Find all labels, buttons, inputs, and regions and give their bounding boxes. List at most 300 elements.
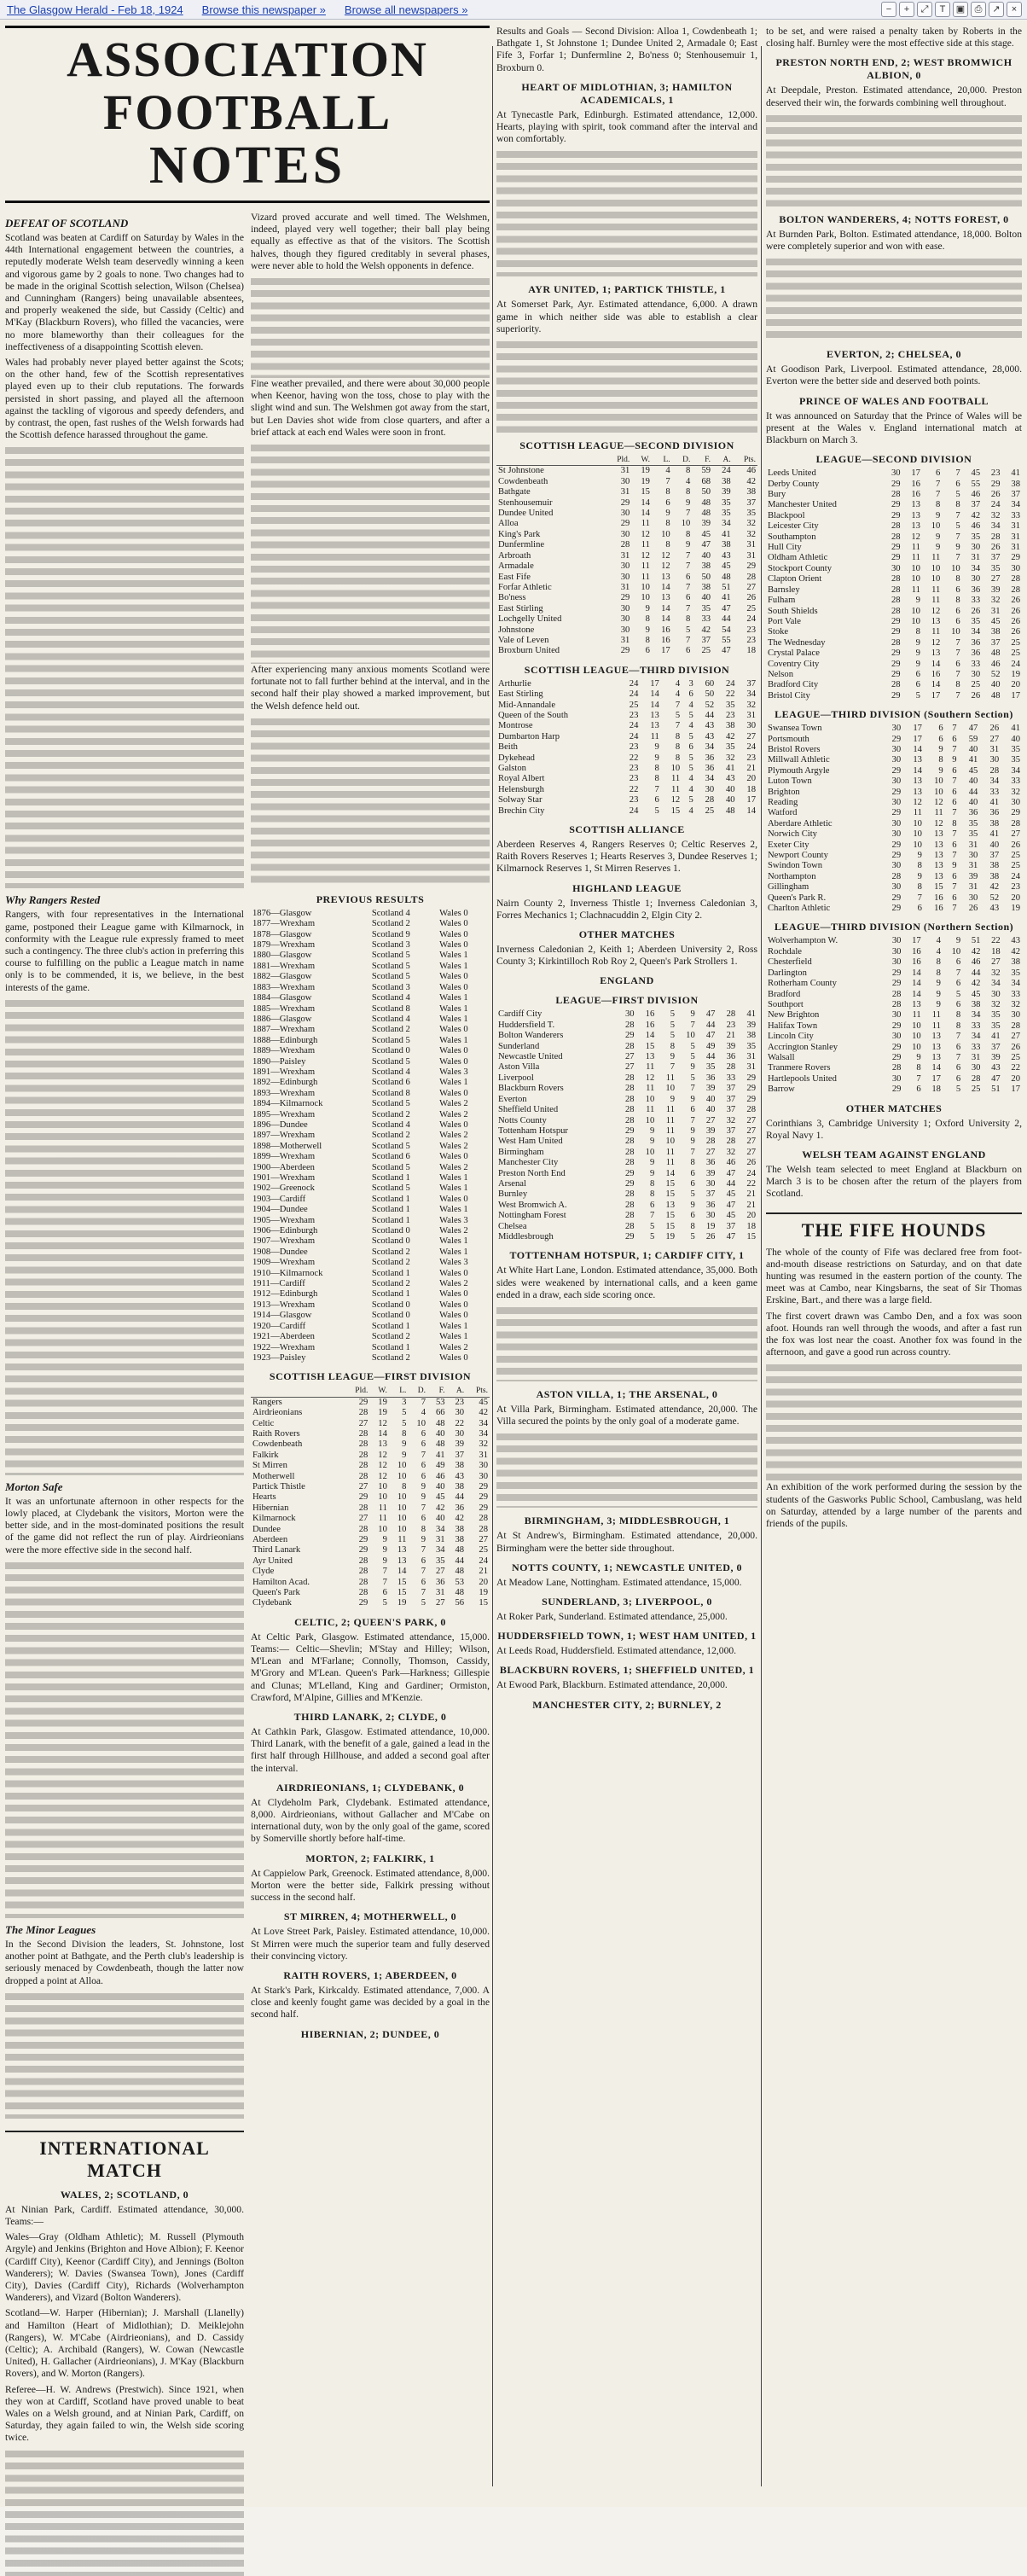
- table-cell: 10: [665, 1084, 675, 1094]
- table-cell: 7: [686, 550, 691, 561]
- table-cell: 9: [402, 1450, 407, 1460]
- table-cell: 8: [952, 818, 957, 829]
- table-cell: Wales 3: [439, 1215, 468, 1225]
- table-cell: 10: [931, 574, 941, 584]
- table-cell: 39: [705, 1125, 716, 1136]
- team-name: Chelsea: [498, 1221, 527, 1231]
- league-row: [496, 806, 757, 817]
- table-cell: 8: [675, 753, 681, 763]
- table-cell: 30: [971, 669, 981, 679]
- table-cell: 19: [1011, 904, 1020, 914]
- table-cell: 10: [397, 1503, 407, 1513]
- table-cell: 39: [746, 1020, 756, 1030]
- table-cell: 35: [991, 1010, 1001, 1021]
- table-cell: 13: [661, 593, 670, 603]
- table-cell: 34: [435, 1545, 445, 1555]
- table-cell: Scotland 5: [371, 1141, 410, 1151]
- table-cell: 11: [641, 519, 650, 529]
- table-cell: 52: [990, 669, 1001, 679]
- table-cell: 17: [931, 1073, 941, 1084]
- table-cell: 46: [971, 957, 981, 968]
- table-cell: 32: [726, 1115, 736, 1125]
- league-row: [496, 1062, 757, 1073]
- table-cell: Wales 1: [439, 1321, 468, 1331]
- table-cell: 23: [455, 1397, 465, 1407]
- table-cell: Scotland 5: [371, 961, 410, 971]
- team-name: Exeter City: [768, 840, 809, 850]
- table-cell: 29: [891, 659, 901, 669]
- league-row: [496, 561, 757, 572]
- table-cell: Wales 1: [439, 993, 468, 1003]
- table-cell: 29: [620, 646, 630, 656]
- article-paragraph: An exhibition of the work performed during the session by the students of the Gasworks Public School, Cambuslang, was held on Saturday, attended by a large number of the parents and friends of the pupils.: [766, 1481, 1022, 1530]
- league-row: [496, 1126, 757, 1137]
- table-cell: 46: [971, 521, 981, 532]
- table-cell: 40: [968, 776, 978, 787]
- table-cell: 30: [891, 882, 902, 893]
- league-row: [766, 553, 1022, 563]
- table-cell: 7: [955, 648, 960, 659]
- table-cell: 42: [989, 882, 1000, 893]
- team-name: Raith Rovers: [252, 1428, 300, 1439]
- section-heading: WELSH TEAM AGAINST ENGLAND: [802, 1148, 986, 1160]
- table-cell: 26: [705, 1231, 716, 1241]
- table-cell: 44: [455, 1492, 465, 1503]
- article-paragraph: Rangers, with four representatives in the International game, postponed their League game with Kilmarnock, in conformity with the League rule expressly framed to meet such a contingency. The three club's action in preferring this course to fulfilling on the public a League match in name only is to be commended, it is, we believe, in the best interests of the game.: [5, 909, 244, 993]
- league-row: [766, 882, 1022, 893]
- league-heading: HIGHLAND LEAGUE: [572, 881, 682, 894]
- table-cell: 30: [891, 724, 902, 734]
- table-cell: Wales 1: [439, 1003, 468, 1014]
- table-cell: 29: [746, 561, 756, 572]
- team-name: Plymouth Argyle: [768, 765, 830, 776]
- table-cell: 6: [952, 787, 957, 797]
- table-cell: 18: [991, 946, 1001, 957]
- team-name: 1880—Glasgow: [252, 951, 312, 961]
- table-cell: 38: [1011, 479, 1020, 489]
- table-cell: 8: [421, 1524, 426, 1534]
- table-cell: 29: [891, 690, 901, 701]
- table-cell: 35: [746, 1041, 756, 1051]
- table-cell: 37: [726, 1084, 736, 1094]
- league-row: [496, 1137, 757, 1147]
- table-cell: 30: [891, 755, 902, 765]
- table-cell: 29: [479, 1503, 488, 1513]
- results-text: Nairn County 2, Inverness Thistle 1; Inverness Caledonian 3, Forres Mechanics 1; Clachnacuddin 2, Elgin City 2.: [496, 897, 757, 921]
- table-cell: 40: [1011, 734, 1020, 744]
- table-cell: 7: [675, 700, 681, 710]
- table-cell: Scotland 1: [371, 1205, 410, 1215]
- table-cell: 51: [991, 1084, 1001, 1095]
- table-cell: 17: [746, 795, 756, 805]
- table-cell: 14: [661, 614, 670, 625]
- table-cell: 47: [991, 1073, 1001, 1084]
- browse-newspaper-link[interactable]: Browse this newspaper »: [201, 3, 326, 16]
- table-cell: 10: [397, 1492, 407, 1503]
- league-row: [766, 840, 1022, 851]
- table-cell: 34: [989, 776, 1000, 787]
- table-cell: 45: [479, 1397, 488, 1407]
- table-cell: 9: [915, 637, 920, 648]
- team-name: Bristol City: [768, 690, 810, 701]
- table-column-header: W.: [631, 455, 652, 466]
- table-cell: Scotland 4: [371, 993, 410, 1003]
- table-cell: Scotland 5: [371, 1162, 410, 1172]
- table-cell: 14: [931, 1063, 941, 1073]
- image-icon[interactable]: ▣: [953, 2, 968, 17]
- team-name: South Shields: [768, 606, 818, 616]
- zoom-in-icon[interactable]: +: [899, 2, 914, 17]
- table-cell: 5: [955, 490, 960, 500]
- table-cell: 29: [891, 808, 902, 818]
- table-cell: 14: [650, 689, 659, 700]
- table-cell: Wales 0: [439, 1152, 468, 1162]
- table-cell: 30: [968, 893, 978, 903]
- scottish-second-division-table: [496, 455, 757, 657]
- team-name: Manchester City: [498, 1158, 559, 1168]
- table-cell: 11: [646, 1062, 655, 1073]
- league-row: [496, 487, 757, 497]
- team-name: Third Lanark: [252, 1545, 301, 1555]
- league-heading: OTHER MATCHES: [845, 1102, 943, 1114]
- section-heading: Why Rangers Rested: [5, 893, 101, 907]
- result-row: [251, 1195, 490, 1205]
- table-cell: 27: [1011, 1032, 1020, 1042]
- table-cell: 27: [991, 957, 1001, 968]
- table-cell: Wales 2: [439, 1109, 468, 1119]
- table-cell: 7: [916, 1073, 921, 1084]
- league-row: [766, 851, 1022, 861]
- table-cell: 17: [913, 734, 922, 744]
- table-cell: 28: [746, 572, 756, 582]
- table-cell: Wales 0: [439, 908, 468, 918]
- table-cell: 11: [931, 1010, 941, 1021]
- table-cell: 19: [705, 1221, 716, 1231]
- table-cell: 7: [382, 1577, 387, 1587]
- match-report: At Deepdale, Preston. Estimated attendance, 20,000. Preston deserved their win, the forwards combining well throughout.: [766, 84, 1022, 108]
- league-row: [496, 679, 757, 689]
- result-row: [251, 1289, 490, 1300]
- table-cell: Wales 2: [439, 1141, 468, 1151]
- table-cell: 41: [722, 593, 731, 603]
- league-row: [766, 511, 1022, 521]
- table-column-header: Pts.: [733, 455, 757, 466]
- table-cell: 41: [989, 829, 1000, 840]
- table-cell: Scotland 0: [371, 1300, 410, 1310]
- column-middle: [496, 26, 757, 1714]
- table-cell: 31: [620, 582, 630, 592]
- table-cell: 11: [665, 1073, 675, 1083]
- table-cell: 11: [665, 1147, 675, 1157]
- table-cell: 26: [971, 690, 981, 701]
- table-cell: 5: [688, 710, 693, 720]
- article-paragraph: Wales—Gray (Oldham Athletic); M. Russell (Plymouth Argyle) and Jenkins (Brighton and Hove Albion); F. Keenor (Cardiff City), Keenor (Cardiff City), and Jennings (Bolton Wanderers); W. Davies (Swansea Town), Jones (Cardiff City), Davies (Cardiff City), Richards (Wolverhampton Wanderers), and Vizard (Bolton Wanderers).: [5, 2231, 244, 2304]
- table-cell: 48: [701, 509, 711, 519]
- table-cell: 52: [989, 893, 1000, 903]
- table-cell: 13: [645, 1052, 655, 1062]
- table-cell: 12: [931, 606, 941, 616]
- table-cell: Wales 3: [439, 1258, 468, 1268]
- league-row: [766, 585, 1022, 596]
- table-cell: 6: [421, 1577, 426, 1587]
- fit-icon[interactable]: ⤢: [917, 2, 932, 17]
- table-cell: 34: [1011, 765, 1020, 776]
- league-row: [766, 480, 1022, 490]
- table-cell: 6: [421, 1471, 426, 1481]
- team-name: 1913—Wrexham: [252, 1300, 316, 1310]
- table-cell: 31: [746, 1052, 756, 1062]
- table-cell: 48: [455, 1545, 465, 1555]
- table-cell: 10: [397, 1524, 407, 1534]
- table-cell: 7: [654, 784, 659, 794]
- table-cell: Wales 0: [439, 972, 468, 982]
- table-cell: 8: [675, 742, 681, 753]
- table-cell: 45: [971, 468, 981, 479]
- table-cell: 11: [911, 543, 920, 553]
- table-cell: 30: [624, 1009, 635, 1020]
- team-name: Liverpool: [498, 1073, 534, 1083]
- table-cell: 31: [971, 1052, 981, 1062]
- table-cell: 23: [726, 1020, 736, 1030]
- english-third-south-table: [766, 724, 1022, 914]
- table-cell: 19: [397, 1598, 407, 1608]
- table-cell: 6: [938, 734, 943, 744]
- table-cell: 27: [746, 582, 756, 592]
- table-cell: 31: [1011, 543, 1020, 553]
- table-cell: 6: [952, 798, 957, 808]
- table-cell: 37: [971, 500, 981, 510]
- table-cell: 41: [989, 798, 1000, 808]
- table-cell: 6: [952, 765, 957, 776]
- table-cell: 6: [654, 795, 659, 805]
- match-heading: HEART OF MIDLOTHIAN, 3; HAMILTON ACADEMICALS, 1: [521, 80, 733, 106]
- team-name: Swansea Town: [768, 724, 822, 734]
- article-body-text: [251, 716, 490, 887]
- table-cell: 33: [971, 596, 981, 606]
- table-cell: 13: [913, 755, 922, 765]
- team-name: 1895—Wrexham: [252, 1109, 316, 1119]
- table-cell: 8: [645, 614, 650, 625]
- match-report: At Leeds Road, Huddersfield. Estimated attendance, 12,000.: [496, 1645, 737, 1657]
- result-row: [251, 1322, 490, 1332]
- table-cell: 9: [665, 509, 670, 519]
- league-row: [766, 564, 1022, 574]
- table-cell: 9: [936, 532, 941, 542]
- team-name: West Ham United: [498, 1137, 563, 1147]
- browse-all-link[interactable]: Browse all newspapers »: [344, 3, 468, 16]
- result-row: [251, 1152, 490, 1162]
- table-cell: 31: [746, 540, 756, 550]
- table-cell: 32: [726, 1147, 736, 1157]
- results-text: Corinthians 3, Cambridge University 1; Oxford University 2, Royal Navy 1.: [766, 1117, 1022, 1141]
- table-cell: 28: [746, 1105, 756, 1115]
- table-cell: 7: [952, 776, 957, 787]
- table-cell: 9: [917, 851, 922, 861]
- table-cell: 30: [891, 957, 902, 968]
- league-row: [766, 532, 1022, 543]
- zoom-out-icon[interactable]: −: [881, 2, 896, 17]
- match-report: At Celtic Park, Glasgow. Estimated attendance, 15,000. Teams:— Celtic—Shevlin; M'Stay and Hilley; Wilson, M'Lean and M'Farlane; Connolly, Thomson, Cassidy, M'Grory and M'Lean. Queen's Park—Harkness; Gillespie and Clunas; M'Lelland, King and Gardiner; Ormiston, Crawford, M'Alpine, Gillies and M'Kenzie.: [251, 1631, 490, 1703]
- table-cell: 11: [931, 584, 941, 595]
- table-cell: 49: [435, 1461, 445, 1471]
- table-cell: 19: [1011, 669, 1020, 679]
- league-row: [766, 1032, 1022, 1042]
- team-name: The Wednesday: [768, 637, 826, 648]
- table-cell: 8: [938, 755, 943, 765]
- table-cell: 34: [971, 1032, 981, 1042]
- table-cell: 68: [701, 476, 711, 486]
- table-cell: 54: [722, 625, 731, 635]
- league-row: [251, 1503, 490, 1514]
- table-cell: 45: [726, 1189, 736, 1200]
- result-row: [251, 1046, 490, 1056]
- table-cell: Wales 1: [439, 1035, 468, 1045]
- close-icon[interactable]: ×: [1007, 2, 1022, 17]
- table-cell: 25: [1011, 861, 1020, 871]
- table-cell: 29: [624, 1125, 635, 1136]
- table-cell: 11: [931, 553, 941, 563]
- table-cell: 11: [641, 561, 650, 572]
- result-row: [251, 1004, 490, 1015]
- team-name: Galston: [498, 764, 526, 773]
- table-cell: 13: [911, 510, 920, 520]
- table-cell: 34: [990, 521, 1001, 532]
- league-row: [496, 604, 757, 614]
- table-cell: 13: [931, 1032, 941, 1042]
- team-name: 1881—Wrexham: [252, 961, 316, 971]
- team-name: Bristol Rovers: [768, 744, 821, 754]
- table-cell: 38: [455, 1461, 465, 1471]
- table-cell: 33: [971, 1042, 981, 1052]
- team-name: Leeds United: [768, 468, 816, 479]
- table-cell: 40: [989, 840, 1000, 850]
- team-name: Beith: [498, 742, 518, 753]
- table-cell: Scotland 8: [371, 1003, 410, 1014]
- table-cell: 51: [722, 582, 731, 592]
- newspaper-title-link[interactable]: The Glasgow Herald - Feb 18, 1924: [7, 3, 183, 16]
- table-cell: 20: [1011, 680, 1020, 690]
- article-paragraph: In the Second Division the leaders, St. Johnstone, lost another point at Bathgate, and the Perth club's leadership is seriously menaced by Cowdenbeath, though the latter now dropped a point at Alloa.: [5, 1938, 244, 1986]
- table-cell: 36: [971, 648, 981, 659]
- table-cell: 10: [686, 1031, 695, 1041]
- table-cell: 10: [912, 1042, 921, 1052]
- table-cell: 39: [990, 584, 1001, 595]
- table-cell: 42: [971, 946, 981, 957]
- team-name: Bury: [768, 490, 786, 500]
- table-cell: 31: [435, 1588, 445, 1598]
- print-icon[interactable]: ⎙: [971, 2, 986, 17]
- table-cell: 28: [891, 637, 901, 648]
- table-cell: 16: [911, 490, 920, 500]
- team-name: 1904—Dundee: [252, 1205, 308, 1215]
- league-row: [766, 574, 1022, 584]
- table-cell: 21: [726, 1031, 736, 1041]
- team-name: Tottenham Hotspur: [498, 1125, 568, 1136]
- table-cell: 38: [989, 861, 1000, 871]
- table-cell: 16: [931, 669, 941, 679]
- table-cell: 6: [952, 871, 957, 881]
- team-name: 1920—Cardiff: [252, 1321, 306, 1331]
- table-cell: 27: [989, 734, 1000, 744]
- table-cell: 32: [1011, 787, 1020, 797]
- team-name: Aston Villa: [498, 1062, 540, 1073]
- table-cell: 45: [701, 529, 711, 539]
- league-row: [766, 724, 1022, 734]
- team-name: Birmingham: [498, 1147, 544, 1157]
- team-name: 1879—Wrexham: [252, 940, 316, 951]
- league-row: [496, 466, 757, 477]
- league-row: [766, 893, 1022, 904]
- table-cell: 14: [913, 744, 922, 754]
- text-icon[interactable]: T: [935, 2, 950, 17]
- table-cell: 32: [990, 596, 1001, 606]
- table-cell: 30: [620, 509, 630, 519]
- fife-hounds-heading: THE FIFE HOUNDS: [766, 1212, 1022, 1241]
- table-cell: 30: [479, 1471, 488, 1481]
- table-cell: 41: [435, 1450, 445, 1460]
- table-cell: 30: [891, 818, 902, 829]
- team-name: 1877—Wrexham: [252, 919, 316, 929]
- table-cell: 8: [955, 596, 960, 606]
- newspaper-page[interactable]: [0, 20, 1027, 2507]
- table-cell: 19: [378, 1408, 387, 1418]
- article-body-text: [766, 256, 1022, 341]
- table-cell: 11: [665, 1115, 675, 1125]
- team-name: 1886—Glasgow: [252, 1014, 312, 1024]
- table-cell: 30: [620, 476, 630, 486]
- team-name: 1906—Edinburgh: [252, 1226, 318, 1236]
- table-cell: 11: [397, 1535, 407, 1544]
- table-cell: 41: [725, 764, 735, 773]
- match-report: At Goodison Park, Liverpool. Estimated attendance, 28,000. Everton were the better side and deserved both points.: [766, 363, 1022, 387]
- table-cell: 38: [722, 476, 731, 486]
- table-cell: 6: [916, 1084, 921, 1095]
- team-name: King's Park: [498, 529, 541, 539]
- match-heading: EVERTON, 2; CHELSEA, 0: [826, 348, 962, 361]
- share-icon[interactable]: ↗: [989, 2, 1004, 17]
- league-row: [496, 1031, 757, 1041]
- result-row: [251, 909, 490, 919]
- table-cell: 7: [421, 1545, 426, 1555]
- table-cell: 9: [936, 989, 941, 999]
- table-cell: 7: [421, 1450, 426, 1460]
- team-name: Walsall: [768, 1052, 795, 1062]
- match-heading: BLACKBURN ROVERS, 1; SHEFFIELD UNITED, 1: [499, 1664, 755, 1677]
- table-cell: 5: [690, 1189, 695, 1200]
- team-name: Forfar Athletic: [498, 582, 552, 592]
- table-cell: 4: [675, 678, 681, 689]
- table-cell: 13: [931, 616, 941, 626]
- table-cell: 16: [912, 957, 921, 968]
- table-cell: Wales 0: [439, 1289, 468, 1300]
- table-cell: 36: [726, 1052, 736, 1062]
- table-cell: 24: [629, 721, 639, 731]
- table-cell: 30: [971, 543, 981, 553]
- scottish-third-division-table: [496, 679, 757, 817]
- table-cell: 38: [971, 999, 981, 1009]
- table-cell: 23: [629, 795, 639, 805]
- table-cell: 16: [912, 946, 921, 957]
- table-cell: 8: [649, 1178, 655, 1189]
- table-column-header: L.: [389, 1386, 409, 1397]
- team-name: Nelson: [768, 669, 794, 679]
- table-cell: Scotland 6: [371, 1152, 410, 1162]
- table-cell: 6: [421, 1555, 426, 1566]
- table-cell: 60: [705, 678, 715, 689]
- table-cell: 9: [670, 1052, 675, 1062]
- table-cell: 11: [911, 584, 920, 595]
- table-cell: Wales 0: [439, 919, 468, 929]
